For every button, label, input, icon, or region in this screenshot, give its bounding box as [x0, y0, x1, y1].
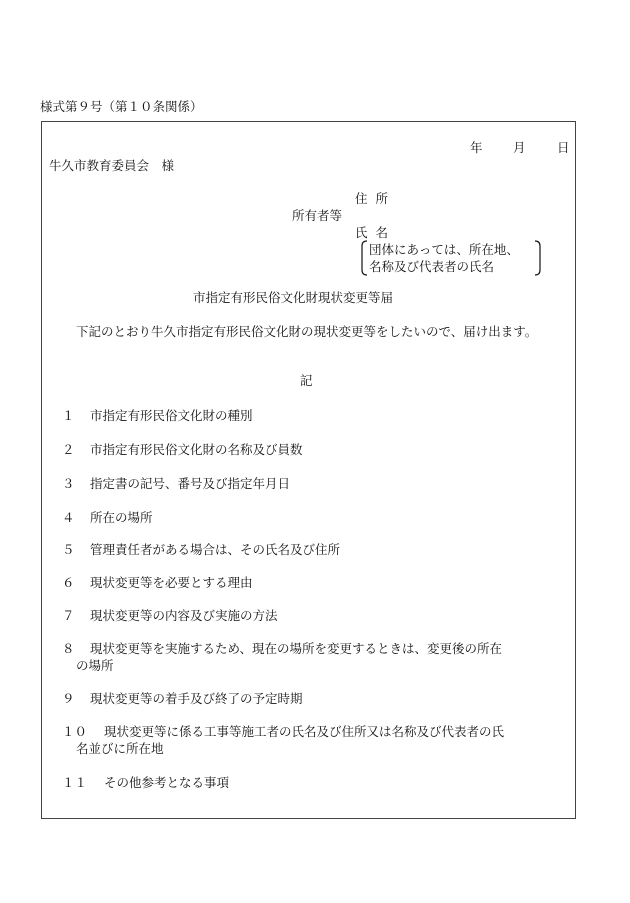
item-number: ７: [62, 608, 75, 623]
note-line-2: 名称及び代表者の氏名: [369, 259, 495, 274]
item-text: 市指定有形民俗文化財の名称及び員数: [90, 442, 303, 457]
date-day-label: 日: [557, 140, 570, 155]
list-item: [62, 724, 572, 758]
addressee: 牛久市教育委員会 様: [49, 158, 175, 173]
item-number: １１: [62, 775, 88, 790]
ki-heading: 記: [300, 373, 313, 388]
item-text: 市指定有形民俗文化財の種別: [90, 408, 253, 423]
list-item: [62, 476, 572, 493]
note-line-1: 団体にあっては、所在地、: [369, 242, 519, 257]
organization-note: [361, 240, 541, 276]
list-item: [62, 408, 572, 425]
date-month-label: 月: [513, 140, 526, 155]
item-number: ４: [62, 510, 75, 525]
form-number-label: 様式第９号（第１０条関係）: [40, 99, 203, 114]
document-title: 市指定有形民俗文化財現状変更等届: [193, 290, 394, 305]
owner-label: 所有者等: [292, 208, 343, 223]
item-number: ３: [62, 476, 75, 491]
owner-address-label: 住所: [355, 191, 397, 206]
list-item: [62, 641, 572, 675]
item-number: ２: [62, 442, 75, 457]
list-item: [62, 510, 572, 527]
item-number: １: [62, 408, 75, 423]
owner-name-label: 氏名: [355, 225, 397, 240]
item-text: 現状変更等に係る工事等施工者の氏名及び住所又は名称及び代表者の氏: [104, 724, 505, 739]
item-text: 現状変更等を必要とする理由: [90, 575, 253, 590]
form-border: [41, 121, 576, 819]
item-number: １０: [62, 724, 88, 739]
item-text: 現状変更等の着手及び終了の予定時期: [90, 691, 303, 706]
item-text-continued: の場所: [76, 657, 114, 673]
date-year-label: 年: [470, 140, 483, 155]
item-text: 所在の場所: [90, 510, 153, 525]
list-item: [62, 608, 572, 625]
list-item: [62, 775, 572, 792]
intro-paragraph: 下記のとおり牛久市指定有形民俗文化財の現状変更等をしたいので、届け出ます。: [76, 324, 538, 339]
list-item: [62, 542, 572, 559]
item-text: 指定書の記号、番号及び指定年月日: [90, 476, 291, 491]
item-text: 管理責任者がある場合は、その氏名及び住所: [90, 542, 341, 557]
item-number: ５: [62, 542, 75, 557]
list-item: [62, 691, 572, 708]
list-item: [62, 575, 572, 592]
item-text-continued: 名並びに所在地: [76, 740, 164, 756]
item-text: 現状変更等の内容及び実施の方法: [90, 608, 278, 623]
item-number: ６: [62, 575, 75, 590]
item-number: ９: [62, 691, 75, 706]
list-item: [62, 442, 572, 459]
item-number: ８: [62, 641, 75, 656]
item-text: 現状変更等を実施するため、現在の場所を変更するときは、変更後の所在: [90, 641, 503, 656]
item-text: その他参考となる事項: [104, 775, 230, 790]
